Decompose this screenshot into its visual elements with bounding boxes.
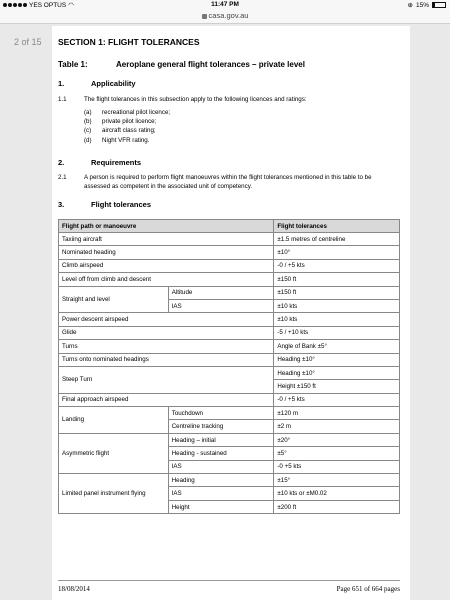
footer-date: 18/08/2014: [58, 585, 90, 593]
table-cell: ±10°: [274, 246, 400, 259]
paragraph-number: 2.1: [58, 174, 67, 181]
rotation-lock-icon: ⊕: [407, 2, 413, 9]
table-row: [59, 273, 400, 286]
document-page[interactable]: [52, 26, 410, 600]
table-cell: ±5°: [274, 447, 400, 460]
list-text: private pilot licence;: [102, 118, 157, 126]
table-cell: Limited panel instrument flying: [59, 474, 169, 514]
battery-icon: [432, 2, 446, 8]
licence-list: [84, 108, 170, 145]
table-header-row: [59, 220, 400, 233]
table-row: [59, 366, 400, 379]
footer-page-number: Page 651 of 664 pages: [336, 585, 400, 593]
table-caption: [58, 60, 305, 69]
status-bar: [0, 0, 450, 10]
address-bar[interactable]: [0, 10, 450, 24]
table-cell: Power descent airspeed: [59, 313, 274, 326]
table-row: [59, 246, 400, 259]
table-cell: Turns: [59, 340, 274, 353]
paragraph-text: The flight tolerances in this subsection apply to the following licences and ratings:: [84, 96, 307, 103]
table-cell: Nominated heading: [59, 246, 274, 259]
heading-text: Flight tolerances: [91, 200, 152, 209]
footer-divider: [58, 580, 400, 581]
table-cell: Steep Turn: [59, 366, 274, 393]
list-item: [84, 117, 170, 126]
table-cell: Centreline tracking: [168, 420, 274, 433]
table-cell: Height: [168, 500, 274, 513]
table-number: Table 1:: [58, 60, 88, 69]
table-row: [59, 259, 400, 272]
list-text: recreational pilot licence;: [102, 109, 171, 116]
table-row: [59, 353, 400, 366]
paragraph-2-1: [58, 174, 398, 191]
table-cell: ±2 m: [274, 420, 400, 433]
list-item: [84, 136, 170, 145]
table-row: [59, 407, 400, 420]
table-cell: ±20°: [274, 433, 400, 446]
heading-text: Requirements: [91, 158, 142, 167]
list-text: Night VFR rating.: [102, 136, 150, 144]
table-cell: Heading - sustained: [168, 447, 274, 460]
table-cell: Altitude: [168, 286, 274, 299]
table-cell: -0 / +5 kts: [274, 259, 400, 272]
table-cell: Landing: [59, 407, 169, 434]
table-cell: ±150 ft: [274, 273, 400, 286]
heading-flight-tolerances: [58, 200, 151, 209]
table-cell: Asymmetric flight: [59, 433, 169, 473]
table-cell: ±120 m: [274, 407, 400, 420]
list-label: (d): [84, 136, 92, 144]
table-cell: ±200 ft: [274, 500, 400, 513]
carrier-name: YES OPTUS: [29, 1, 67, 9]
list-label: (c): [84, 127, 92, 135]
table-cell: ±15°: [274, 474, 400, 487]
table-row: [59, 393, 400, 406]
table-cell: -0 +5 kts: [274, 460, 400, 473]
table-title: Aeroplane general flight tolerances – private level: [116, 60, 305, 69]
url-text: casa.gov.au: [208, 11, 249, 20]
table-row: [59, 340, 400, 353]
table-cell: Angle of Bank ±5°: [274, 340, 400, 353]
paragraph-number: 1.1: [58, 96, 67, 103]
table-cell: IAS: [168, 299, 274, 312]
clock: 11:47 PM: [211, 1, 239, 8]
table-cell: Climb airspeed: [59, 259, 274, 272]
table-row: [59, 313, 400, 326]
list-item: [84, 126, 170, 135]
table-cell: Level off from climb and descent: [59, 273, 274, 286]
table-cell: Heading ±10°: [274, 353, 400, 366]
lock-icon: [202, 14, 207, 19]
flight-tolerances-table: [58, 219, 400, 514]
table-cell: -0 / +5 kts: [274, 393, 400, 406]
table-cell: Taxiing aircraft: [59, 233, 274, 246]
heading-text: Applicability: [91, 79, 136, 88]
table-cell: ±10 kts: [274, 299, 400, 312]
list-label: (a): [84, 109, 92, 116]
table-cell: IAS: [168, 487, 274, 500]
table-cell: Straight and level: [59, 286, 169, 313]
table-cell: ±10 kts: [274, 313, 400, 326]
table-cell: Touchdown: [168, 407, 274, 420]
battery-fill: [433, 3, 435, 7]
header-manoeuvre: Flight path or manoeuvre: [59, 220, 274, 233]
list-label: (b): [84, 118, 92, 126]
page-indicator: 2 of 15: [14, 37, 42, 47]
paragraph-text: A person is required to perform flight manoeuvres within the flight tolerances mentioned in this table to be assessed as competent in the associated unit of competency.: [84, 174, 372, 190]
table-cell: IAS: [168, 460, 274, 473]
table-row: [59, 433, 400, 446]
table-cell: Heading ±10°: [274, 366, 400, 379]
table-row: [59, 233, 400, 246]
table-cell: Glide: [59, 326, 274, 339]
table-cell: ±150 ft: [274, 286, 400, 299]
table-cell: -5 / +10 kts: [274, 326, 400, 339]
table-cell: Heading – initial: [168, 433, 274, 446]
table-row: [59, 326, 400, 339]
heading-requirements: [58, 158, 141, 167]
table-row: [59, 286, 400, 299]
header-tolerances: Flight tolerances: [274, 220, 400, 233]
table-cell: Height ±150 ft: [274, 380, 400, 393]
table-cell: ±10 kts or ±M0.02: [274, 487, 400, 500]
table-row: [59, 474, 400, 487]
heading-number: 2.: [58, 158, 65, 167]
paragraph-1-1: [58, 96, 398, 105]
heading-number: 1.: [58, 79, 65, 88]
battery-area: [408, 1, 446, 9]
heading-number: 3.: [58, 200, 65, 209]
section-title: SECTION 1: FLIGHT TOLERANCES: [58, 37, 200, 47]
heading-applicability: [58, 79, 136, 88]
list-item: [84, 108, 170, 117]
list-text: aircraft class rating;: [102, 127, 156, 135]
battery-percent: 15%: [415, 1, 429, 9]
table-cell: Turns onto nominated headings: [59, 353, 274, 366]
table-cell: Heading: [168, 474, 274, 487]
table-cell: Final approach airspeed: [59, 393, 274, 406]
wifi-icon: ◠: [68, 2, 74, 9]
table-cell: ±1.5 metres of centreline: [274, 233, 400, 246]
